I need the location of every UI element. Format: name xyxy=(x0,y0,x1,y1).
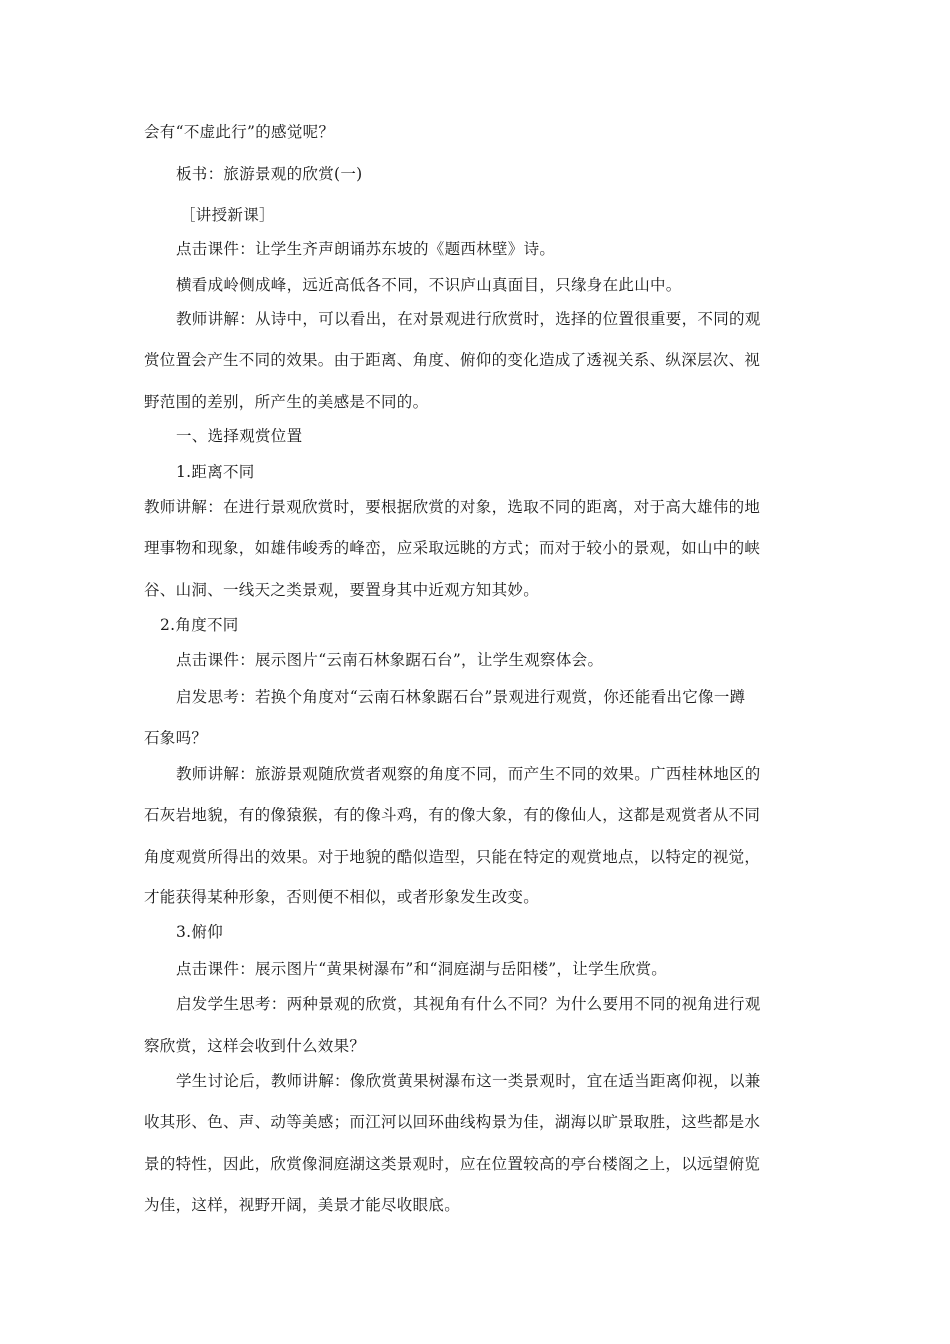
text-line: 景的特性，因此，欣赏像洞庭湖这类景观时，应在位置较高的亭台楼阁之上，以远望俯览 xyxy=(144,1155,761,1173)
section-label: ［讲授新课］ xyxy=(180,206,275,224)
text-line: 理事物和现象，如雄伟峻秀的峰峦，应采取远眺的方式；而对于较小的景观，如山中的峡 xyxy=(144,539,761,557)
text-line: 才能获得某种形象，否则便不相似，或者形象发生改变。 xyxy=(144,888,540,906)
text-line: 点击课件：让学生齐声朗诵苏东坡的《题西林壁》诗。 xyxy=(176,240,556,258)
text-line: 会有“不虚此行”的感觉呢？ xyxy=(144,123,335,141)
text-line: 谷、山洞、一线天之类景观，要置身其中近观方知其妙。 xyxy=(144,581,540,599)
text-line: 点击课件：展示图片“黄果树瀑布”和“洞庭湖与岳阳楼”，让学生欣赏。 xyxy=(176,960,668,978)
poem-line: 横看成岭侧成峰，远近高低各不同，不识庐山真面目，只缘身在此山中。 xyxy=(176,276,682,294)
subheading: 2.角度不同 xyxy=(160,616,239,634)
text-line: 收其形、色、声、动等美感；而江河以回环曲线构景为佳，湖海以旷景取胜，这些都是水 xyxy=(144,1113,761,1131)
subheading: 3.俯仰 xyxy=(176,923,223,941)
text-line: 角度观赏所得出的效果。对于地貌的酷似造型，只能在特定的观赏地点，以特定的视觉， xyxy=(144,848,761,866)
text-line: 石灰岩地貌，有的像猿猴，有的像斗鸡，有的像大象，有的像仙人，这都是观赏者从不同 xyxy=(144,806,761,824)
text-line: 学生讨论后，教师讲解：像欣赏黄果树瀑布这一类景观时，宜在适当距离仰视，以兼 xyxy=(176,1072,761,1090)
text-line: 为佳，这样，视野开阔，美景才能尽收眼底。 xyxy=(144,1196,461,1214)
text-line: 教师讲解：从诗中，可以看出，在对景观进行欣赏时，选择的位置很重要，不同的观 xyxy=(176,310,761,328)
board-writing-line: 板书：旅游景观的欣赏(一) xyxy=(176,165,363,183)
text-line: 野范围的差别，所产生的美感是不同的。 xyxy=(144,393,429,411)
text-line: 石象吗？ xyxy=(144,729,208,747)
text-line: 教师讲解：在进行景观欣赏时，要根据欣赏的对象，选取不同的距离，对于高大雄伟的地 xyxy=(144,498,761,516)
heading: 一、选择观赏位置 xyxy=(176,427,303,445)
text-line: 察欣赏，这样会收到什么效果？ xyxy=(144,1037,366,1055)
text-line: 点击课件：展示图片“云南石林象踞石台”，让学生观察体会。 xyxy=(176,651,604,669)
text-line: 赏位置会产生不同的效果。由于距离、角度、俯仰的变化造成了透视关系、纵深层次、视 xyxy=(144,351,761,369)
text-line: 启发学生思考：两种景观的欣赏，其视角有什么不同？为什么要用不同的视角进行观 xyxy=(176,995,761,1013)
subheading: 1.距离不同 xyxy=(176,463,255,481)
text-line: 启发思考：若换个角度对“云南石林象踞石台”景观进行观赏，你还能看出它像一蹲 xyxy=(176,688,746,706)
text-line: 教师讲解：旅游景观随欣赏者观察的角度不同，而产生不同的效果。广西桂林地区的 xyxy=(176,765,761,783)
